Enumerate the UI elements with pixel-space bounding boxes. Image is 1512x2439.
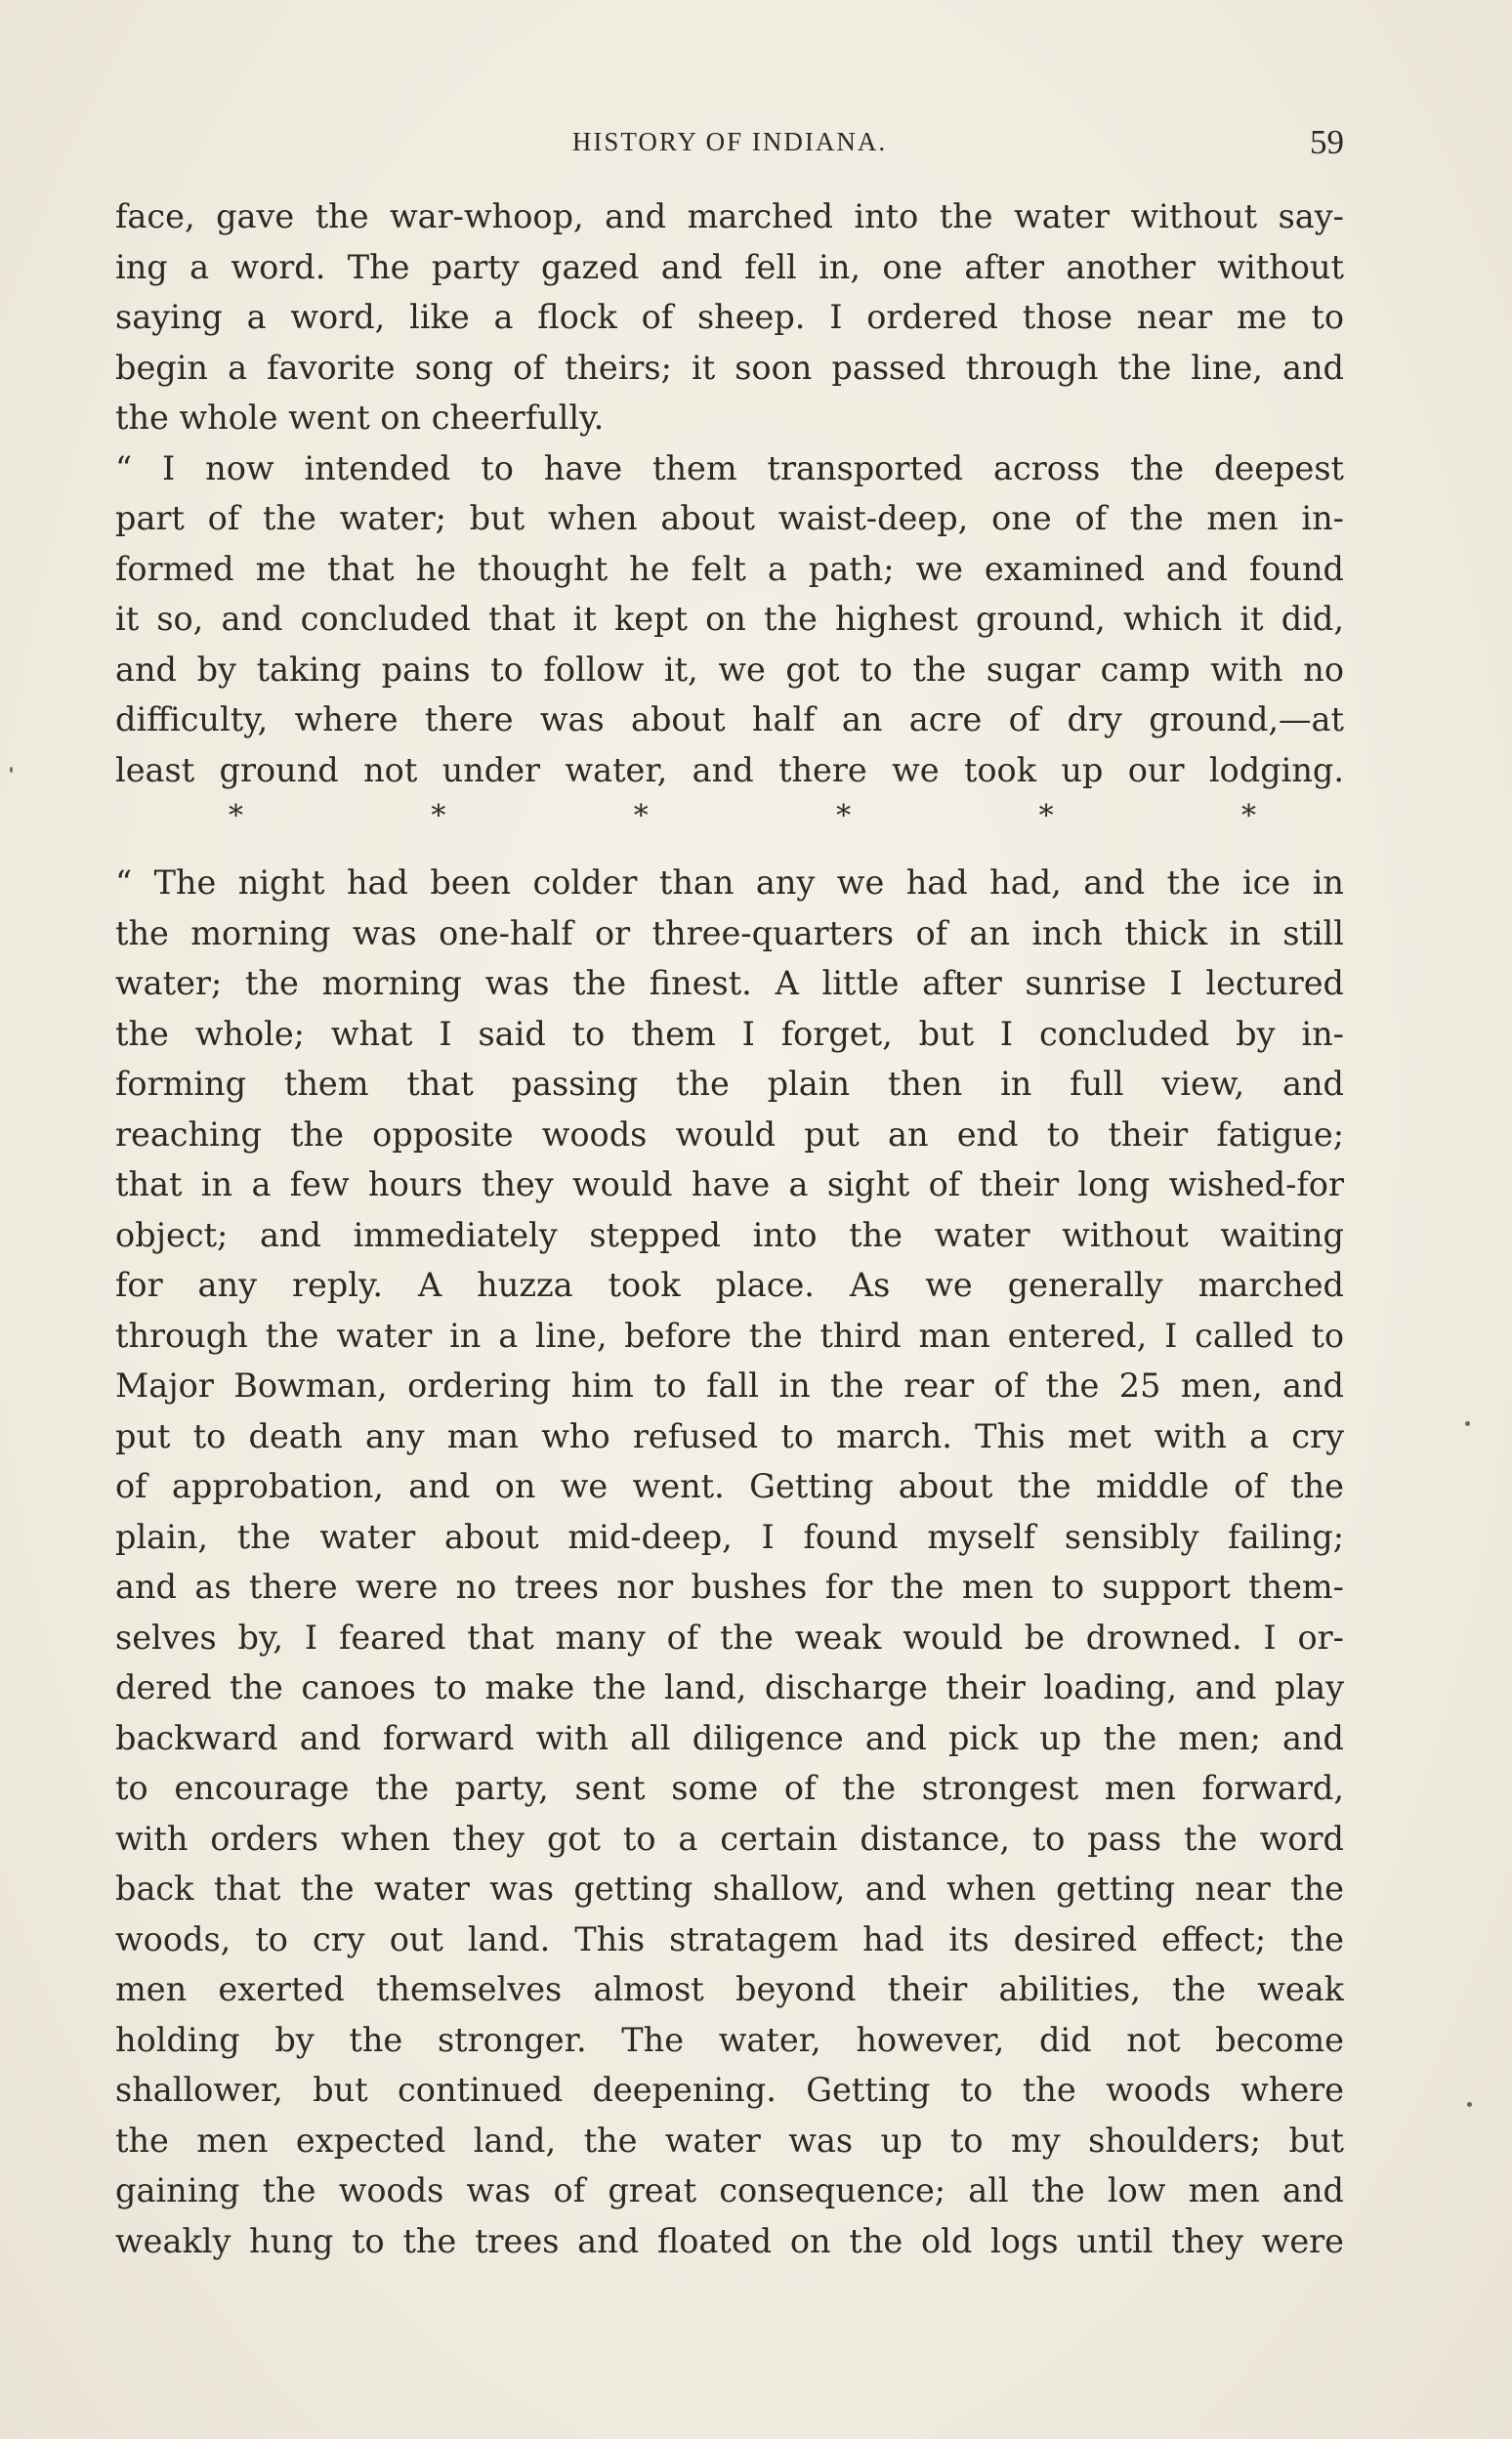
asterisk: *	[229, 799, 243, 833]
paragraph-1	[115, 191, 1344, 443]
asterisk: *	[836, 799, 852, 833]
paper-speck	[1465, 1421, 1470, 1426]
text-line: put to death any man who refused to march. This met with a cry	[115, 1416, 1344, 1455]
running-title: HISTORY OF INDIANA.	[571, 127, 888, 156]
text-line: the whole went on cheerfully.	[115, 399, 605, 437]
running-head	[115, 123, 1344, 162]
text-line: it so, and concluded that it kept on the highest ground, which it did,	[115, 600, 1344, 638]
text-line: formed me that he thought he felt a path; we examined and found	[115, 549, 1344, 588]
text-line: saying a word, like a flock of sheep. I ordered those near me to	[115, 298, 1344, 336]
text-line: object; and immediately stepped into the water without waiting	[115, 1215, 1344, 1254]
text-line: gaining the woods was of great consequence; all the low men and	[115, 2171, 1344, 2209]
text-line: face, gave the war-whoop, and marched into the water without say-	[115, 197, 1344, 235]
text-line: dered the canoes to make the land, discharge their loading, and play	[115, 1668, 1344, 1706]
asterisk: *	[431, 799, 446, 833]
paragraph-3	[115, 858, 1344, 2266]
text-line: to encourage the party, sent some of the strongest men forward,	[115, 1769, 1344, 1807]
paper-speck	[10, 767, 13, 773]
paragraph-2	[115, 443, 1344, 796]
text-line: that in a few hours they would have a sight of their long wished-for	[115, 1165, 1344, 1203]
text-line: water; the morning was the finest. A little after sunrise I lectured	[115, 964, 1344, 1002]
text-line: the whole; what I said to them I forget, but I concluded by in-	[115, 1014, 1344, 1053]
text-line: of approbation, and on we went. Getting about the middle of the	[115, 1467, 1344, 1505]
text-line: backward and forward with all diligence and pick up the men; and	[115, 1718, 1344, 1757]
text-line: shallower, but continued deepening. Getting to the woods where	[115, 2071, 1344, 2109]
asterisk: *	[633, 799, 649, 833]
text-line: through the water in a line, before the third man entered, I called to	[115, 1316, 1344, 1355]
page-body	[115, 191, 1344, 2266]
text-line: plain, the water about mid-deep, I found myself sensibly failing;	[115, 1517, 1344, 1556]
asterisk: *	[1038, 799, 1054, 833]
text-line: weakly hung to the trees and floated on the old logs until they were	[115, 2221, 1344, 2260]
text-line: and by taking pains to follow it, we got to the sugar camp with no	[115, 650, 1344, 689]
text-line: selves by, I feared that many of the weak would be drowned. I or-	[115, 1618, 1344, 1657]
text-line: “ I now intended to have them transported across the deepest	[115, 448, 1344, 487]
text-line: least ground not under water, and there we took up our lodging.	[115, 750, 1344, 789]
text-line: begin a favorite song of theirs; it soon passed through the line, and	[115, 348, 1344, 387]
text-line: ing a word. The party gazed and fell in, one after another without	[115, 247, 1344, 286]
text-line: “ The night had been colder than any we had had, and the ice in	[115, 863, 1344, 902]
text-line: holding by the stronger. The water, however, did not become	[115, 2020, 1344, 2059]
paper-speck	[1467, 2102, 1472, 2107]
text-line: for any reply. A huzza took place. As we generally marched	[115, 1266, 1344, 1304]
text-line: part of the water; but when about waist-deep, one of the men in-	[115, 499, 1344, 537]
text-line: Major Bowman, ordering him to fall in the rear of the 25 men, and	[115, 1367, 1344, 1405]
text-line: back that the water was getting shallow, and when getting near the	[115, 1870, 1344, 1908]
text-line: and as there were no trees nor bushes for the men to support them-	[115, 1568, 1344, 1606]
asterisk: *	[1240, 799, 1256, 833]
text-line: reaching the opposite woods would put an end to their fatigue;	[115, 1114, 1344, 1154]
text-line: with orders when they got to a certain distance, to pass the word	[115, 1819, 1344, 1858]
text-line: difficulty, where there was about half an acre of dry ground,—at	[115, 700, 1344, 738]
page-number: 59	[1310, 123, 1344, 161]
text-line: woods, to cry out land. This stratagem had its desired effect; the	[115, 1919, 1344, 1958]
section-break	[115, 795, 1344, 858]
text-line: men exerted themselves almost beyond their abilities, the weak	[115, 1970, 1344, 2008]
text-line: the morning was one-half or three-quarters of an inch thick in still	[115, 913, 1344, 952]
text-line: the men expected land, the water was up to my shoulders; but	[115, 2121, 1344, 2160]
text-line: forming them that passing the plain then in full view, and	[115, 1065, 1344, 1103]
